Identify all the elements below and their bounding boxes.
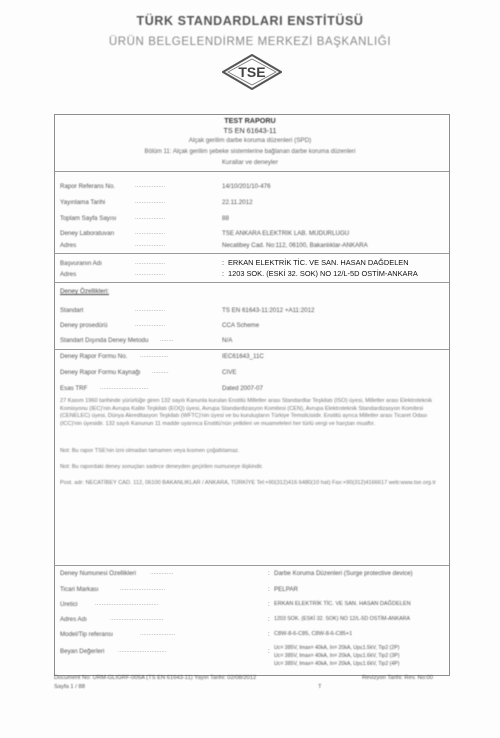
divider	[54, 253, 449, 254]
form-label: Deney Rapor Formu No.	[60, 353, 128, 360]
product-label: Ticari Markası	[60, 586, 99, 593]
applicant-name: ERKAN ELEKTRİK TİC. VE SAN. HASAN DAĞDELEN	[228, 258, 409, 267]
legal-paragraph: 27 Kasım 1960 tarihinde yürürlüğe giren 132 sayılı Kanunla kurulan Enstitü Milletler arası Standardlar Teşkilatı (ISO) üyesi, Milletler arası Elektroteknik Komisyonu (IEC)'nin Avrupa Kalite Teşkilatı (EOQ) üyesi, Avrupa Standardizasyon Komitesi (CEN), Avrupa Elektroteknik Standardizasyon Komitesi (CENELEC) üyesi, Dünya Akreditasyon Teşkilatı (WFTC)'nin üyesi ve bu kuruluşların Türkiye Temsilcisidir. Enstitü ayrıca Milletler arası Ticaret Odası (ICC)'nin üyesidir. 132 sayılı Kanunun 11 madde uyarınca Enstitü'nün yetkileri ve muameleleri her türlü vergi ve harçtan muaftır.	[60, 398, 433, 427]
product-value: 1203 SOK. (ESKİ 32. SOK) NO 12/L-5D OSTİM-ANKARA	[274, 616, 410, 622]
product-value: ERKAN ELEKTRİK TİC. VE SAN. HASAN DAĞDELEN	[274, 601, 411, 607]
field-value: 14/10/201/10-476	[222, 183, 271, 190]
form-value: CIVE	[222, 369, 237, 376]
report-subtitle-1: Alçak gerilim darbe koruma düzenleri (SPD)	[188, 137, 312, 144]
form-label: Esas TRF	[60, 385, 88, 392]
divider	[54, 171, 449, 172]
form-value: IEC61643_11C	[222, 353, 264, 360]
divider	[54, 282, 449, 283]
divider	[54, 565, 449, 566]
field-label: Rapor Referans No.	[60, 183, 116, 190]
divider	[54, 349, 449, 350]
spec-value: CCA Scheme	[222, 322, 260, 329]
report-title: TEST RAPORU	[224, 116, 276, 125]
field-value: Necatibey Cad. No:112, 06100, Bakanlıklar-ANKARA	[222, 242, 368, 249]
colon: :	[268, 648, 270, 655]
rating-line: Uc= 385V, Imax= 40kA, In= 20kA, Up≤1.6kV, Tip2 (3P)	[274, 653, 400, 659]
organization-name: TÜRK STANDARDLARI ENSTİTÜSÜ	[136, 14, 364, 28]
colon: :	[268, 570, 270, 577]
postal-address: Post. adr: NECATİBEY CAD. 112, 06100 BAKANLIKLAR / ANKARA, TÜRKİYE Tel:+90(312)416 6480(10 hat) Fax:+90(312)4166617 web:www.tse.org.tr	[60, 480, 437, 486]
report-standard: TS EN 61643-11	[223, 126, 277, 135]
spec-value: N/A	[222, 337, 233, 344]
product-label: Deney Numunesi Özellikleri	[60, 570, 136, 577]
product-value: PELPAR	[274, 586, 298, 593]
rating-line: Uc= 385V, Imax= 40kA, In= 20kA, Up≤1.5kV, Tip2 (2P)	[274, 645, 400, 651]
leader-dots: .....................	[140, 631, 176, 637]
product-label: Üretici	[60, 601, 78, 608]
revision-info: Revizyon Tarihi: Rev. No:00	[362, 675, 433, 681]
field-label: Adres	[60, 242, 77, 249]
spec-value: TS EN 61643-11:2012 +A11:2012	[222, 307, 315, 314]
leader-dots: ........	[160, 337, 174, 343]
spec-label: Standart	[60, 307, 84, 314]
rating-line: Uc= 385V, Imax= 40kA, In= 20kA, Up≤1.6kV, Tip2 (4P)	[274, 661, 400, 667]
leader-dots: ..............	[150, 570, 174, 576]
leader-dots: ................................	[110, 616, 164, 622]
product-label: Adres Adı	[60, 616, 87, 623]
leader-dots: ..................	[135, 322, 166, 328]
leader-dots: ..................	[135, 242, 166, 248]
page-number: Sayfa 1 / 88	[54, 684, 85, 690]
product-value: Darbe Koruma Düzenleri (Surge protective device)	[274, 570, 413, 577]
results-notice: Not: Bu rapordaki deney sonuçları sadece deneyden geçirilen numuneye ilişkindir.	[60, 464, 264, 470]
test-spec-heading: Deney Özellikleri:	[60, 288, 109, 295]
leader-dots: ..........	[152, 369, 169, 375]
spec-label: Standart Dışında Deney Metodu	[60, 337, 149, 344]
leader-dots: ..................	[135, 307, 166, 313]
leader-dots: ......................................	[95, 601, 159, 607]
applicant-address: 1203 SOK. (ESKİ 32. SOK) NO 12/L-5D OSTİM-ANKARA	[228, 269, 418, 278]
colon: :	[268, 601, 270, 608]
leader-dots: .............................	[118, 648, 167, 654]
field-label: Yayınlama Tarihi	[60, 199, 106, 206]
copy-notice: Not: Bu rapor TSE'nin izni olmadan tamamen veya kısmen çoğaltılamaz.	[60, 448, 240, 454]
leader-dots: ..................	[135, 230, 166, 236]
leader-dots: ..................	[135, 260, 166, 266]
spec-label: Deney prosedürü	[60, 322, 108, 329]
leader-dots: ..................	[135, 183, 166, 189]
tse-logo-icon	[222, 54, 282, 90]
leader-dots: ..................	[135, 215, 166, 221]
leader-dots: ..................	[135, 199, 166, 205]
field-label: Deney Laboratuvarı	[60, 230, 115, 237]
field-value: 22.11.2012	[222, 199, 253, 206]
product-label: Model/Tip referansı	[60, 631, 114, 638]
leader-dots: ..................	[135, 271, 166, 277]
applicant-info	[228, 257, 418, 279]
document-number: Document No: URM-GLIGRF-005A (TS EN 61643-11) Yayın Tarihi: 02/08/2012	[54, 675, 257, 681]
product-value: C8W-8-6-C85, C8W-8-6-C85+1	[274, 631, 353, 637]
field-value: 88	[222, 215, 229, 222]
applicant-address-label: Adres	[60, 271, 77, 278]
product-label: Beyan Değerleri	[60, 648, 105, 655]
report-subtitle-2: Bölüm 11: Alçak gerilim şebeke sistemlerine bağlanan darbe koruma düzenleri	[144, 148, 356, 155]
logo-text: TSE	[238, 64, 266, 80]
leader-dots: .............................	[100, 385, 149, 391]
field-value: TSE ANKARA ELEKTRİK LAB. MÜDÜRLÜĞÜ	[222, 230, 350, 237]
applicant-label: Başvuranın Adı	[60, 260, 102, 267]
colon: :	[268, 586, 270, 593]
colon: :	[222, 271, 224, 278]
colon: :	[268, 616, 270, 623]
leader-dots: ...........................	[120, 586, 166, 592]
colon: :	[222, 260, 224, 267]
report-subtitle-3: Kurallar ve deneyler	[221, 159, 278, 166]
department-name: ÜRÜN BELGELENDİRME MERKEZİ BAŞKANLIĞI	[108, 36, 392, 48]
form-label: Deney Rapor Formu Kaynağı	[60, 369, 141, 376]
page-mark: T	[318, 684, 322, 690]
form-value: Dated 2007-07	[222, 385, 263, 392]
leader-dots: .................	[140, 353, 169, 359]
field-label: Toplam Sayfa Sayısı	[60, 215, 117, 222]
colon: :	[268, 631, 270, 638]
